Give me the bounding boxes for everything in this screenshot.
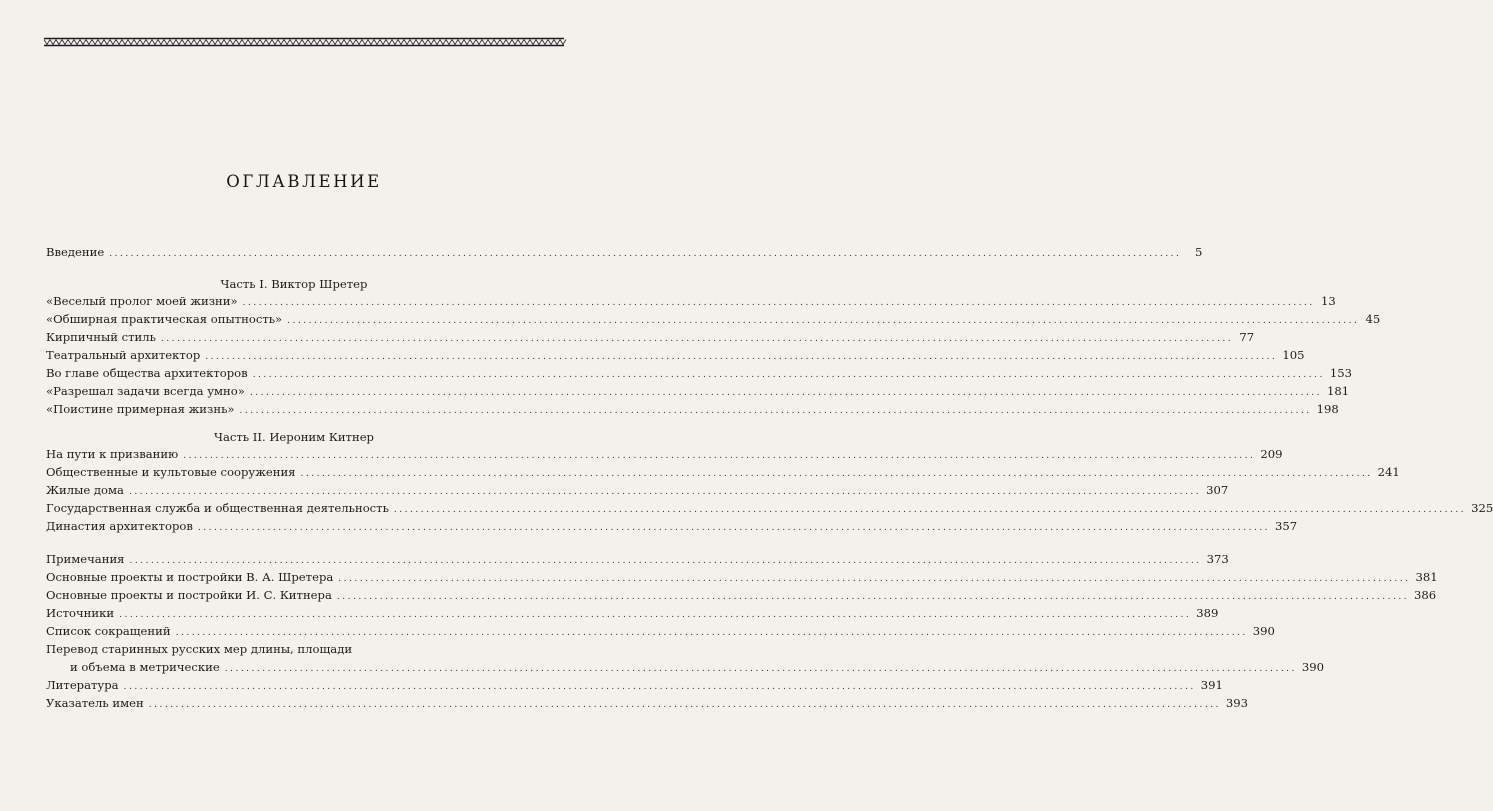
toc-entry (46, 588, 1437, 606)
toc-entry (46, 348, 1305, 366)
toc-entry-page: 386 (1414, 588, 1437, 602)
toc-leader-dots: ........................................................................................................................................................................................................ (175, 628, 1248, 638)
toc-entry-page: 307 (1206, 483, 1229, 497)
toc-entry-title: Основные проекты и постройки И. С. Китнера (46, 588, 332, 602)
toc-entry-page: 13 (1321, 294, 1336, 308)
toc-entry-page: 5 (1195, 245, 1203, 259)
toc-entry (46, 606, 1219, 624)
toc-entry-title: «Обширная практическая опытность» (46, 312, 283, 326)
toc-leader-dots: ........................................................................................................................................................................................................ (300, 469, 1373, 479)
toc-entry (46, 366, 1352, 384)
toc-entry-title: Перевод старинных русских мер длины, площади (46, 642, 353, 656)
toc-leader-dots: ........................................................................................................................................................................................................ (119, 610, 1192, 620)
toc-entry-title: Указатель имен (46, 696, 144, 710)
toc-entry-title: Источники (46, 606, 115, 620)
toc-entry-title: Династия архитекторов (46, 519, 193, 533)
toc-leader-dots: ........................................................................................................................................................................................................ (336, 592, 1410, 602)
toc-entry (46, 402, 1339, 420)
toc-entry-page: 181 (1327, 384, 1350, 398)
toc-entry-title: «Веселый пролог моей жизни» (46, 294, 238, 308)
toc-entry-page: 153 (1329, 366, 1352, 380)
toc-leader-dots: ........................................................................................................................................................................................................ (252, 370, 1325, 380)
toc-entry-page: 209 (1260, 447, 1283, 461)
toc-entry-page: 105 (1282, 348, 1305, 362)
toc-entry-title: Примечания (46, 552, 125, 566)
toc-entry-title: Литература (46, 678, 119, 692)
toc-entry (46, 552, 1229, 570)
toc-entry (46, 624, 1275, 642)
toc-entry-title: Во главе общества архитекторов (46, 366, 248, 380)
toc-entry (46, 294, 1336, 312)
toc-leader-dots: ........................................................................................................................................................................................................ (205, 352, 1278, 362)
toc-entry (46, 465, 1400, 483)
toc-entry-page: 389 (1196, 606, 1219, 620)
toc-entry-title: На пути к призванию (46, 447, 179, 461)
toc-entry (46, 642, 542, 660)
toc-entry (46, 483, 1229, 501)
toc-leader-dots: ........................................................................................................................................................................................................ (224, 664, 1297, 674)
toc-leader-dots: ........................................................................................................................................................................................................ (109, 249, 1182, 259)
toc-entry-title: и объема в метрические (70, 660, 220, 674)
toc-entry-continuation (46, 660, 1325, 678)
toc-entry-title: Общественные и культовые сооружения (46, 465, 296, 479)
toc-leader-dots: ........................................................................................................................................................................................................ (287, 316, 1360, 326)
toc-entry-title: Введение (46, 245, 105, 259)
toc-entry-page: 77 (1239, 330, 1255, 344)
toc-entry-page: 390 (1252, 624, 1275, 638)
toc-entry-title: «Разрешал задачи всегда умно» (46, 384, 245, 398)
toc-entry-page: 381 (1415, 570, 1438, 584)
part-heading: Часть II. Иероним Китнер (214, 430, 374, 444)
toc-entry-title: Государственная служба и общественная деятельность (46, 501, 389, 515)
toc-entry-title: Список сокращений (46, 624, 171, 638)
toc-entry (46, 330, 1255, 348)
toc-entry (46, 501, 1493, 519)
toc-entry-page: 390 (1301, 660, 1325, 674)
toc-entry (46, 384, 1350, 402)
toc-leader-dots: ........................................................................................................................................................................................................ (148, 700, 1221, 710)
toc-entry-page: 241 (1377, 465, 1400, 479)
toc-entry-title: Жилые дома (46, 483, 124, 497)
toc-entry-page: 198 (1316, 402, 1339, 416)
toc-leader-dots: ........................................................................................................................................................................................................ (183, 451, 1256, 461)
toc-entry (46, 519, 1298, 537)
toc-entry (46, 678, 1223, 696)
toc-leader-dots: ........................................................................................................................................................................................................ (249, 388, 1323, 398)
toc-entry-title: Кирпичный стиль (46, 330, 156, 344)
toc-leader-dots: ........................................................................................................................................................................................................ (338, 574, 1411, 584)
page-title: ОГЛАВЛЕНИЕ (226, 172, 382, 191)
toc-leader-dots: ........................................................................................................................................................................................................ (239, 406, 1312, 416)
toc-entry (46, 245, 1203, 263)
toc-entry-page: 391 (1200, 678, 1223, 692)
toc-leader-dots: ........................................................................................................................................................................................................ (129, 556, 1202, 566)
toc-entry (46, 696, 1249, 714)
part-heading: Часть I. Виктор Шретер (220, 277, 368, 291)
toc-entry-page: 325 (1471, 501, 1493, 515)
toc-entry (46, 570, 1438, 588)
toc-entry-title: Театральный архитектор (46, 348, 201, 362)
toc-entry-title: «Поистине примерная жизнь» (46, 402, 235, 416)
toc-leader-dots: ........................................................................................................................................................................................................ (393, 505, 1467, 515)
toc-leader-dots: ........................................................................................................................................................................................................ (128, 487, 1202, 497)
toc-entry-page: 357 (1275, 519, 1298, 533)
toc-leader-dots: ........................................................................................................................................................................................................ (197, 523, 1271, 533)
toc-entry-title: Основные проекты и постройки В. А. Шретера (46, 570, 334, 584)
toc-leader-dots: ........................................................................................................................................................................................................ (160, 334, 1234, 344)
toc-entry (46, 312, 1381, 330)
toc-entry (46, 447, 1283, 465)
toc-entry-page: 373 (1206, 552, 1229, 566)
toc-leader-dots: ........................................................................................................................................................................................................ (242, 298, 1315, 308)
toc-entry-page: 45 (1365, 312, 1381, 326)
toc-leader-dots: ........................................................................................................................................................................................................ (123, 682, 1196, 692)
table-of-contents (46, 0, 1493, 811)
toc-entry-page: 393 (1225, 696, 1249, 710)
